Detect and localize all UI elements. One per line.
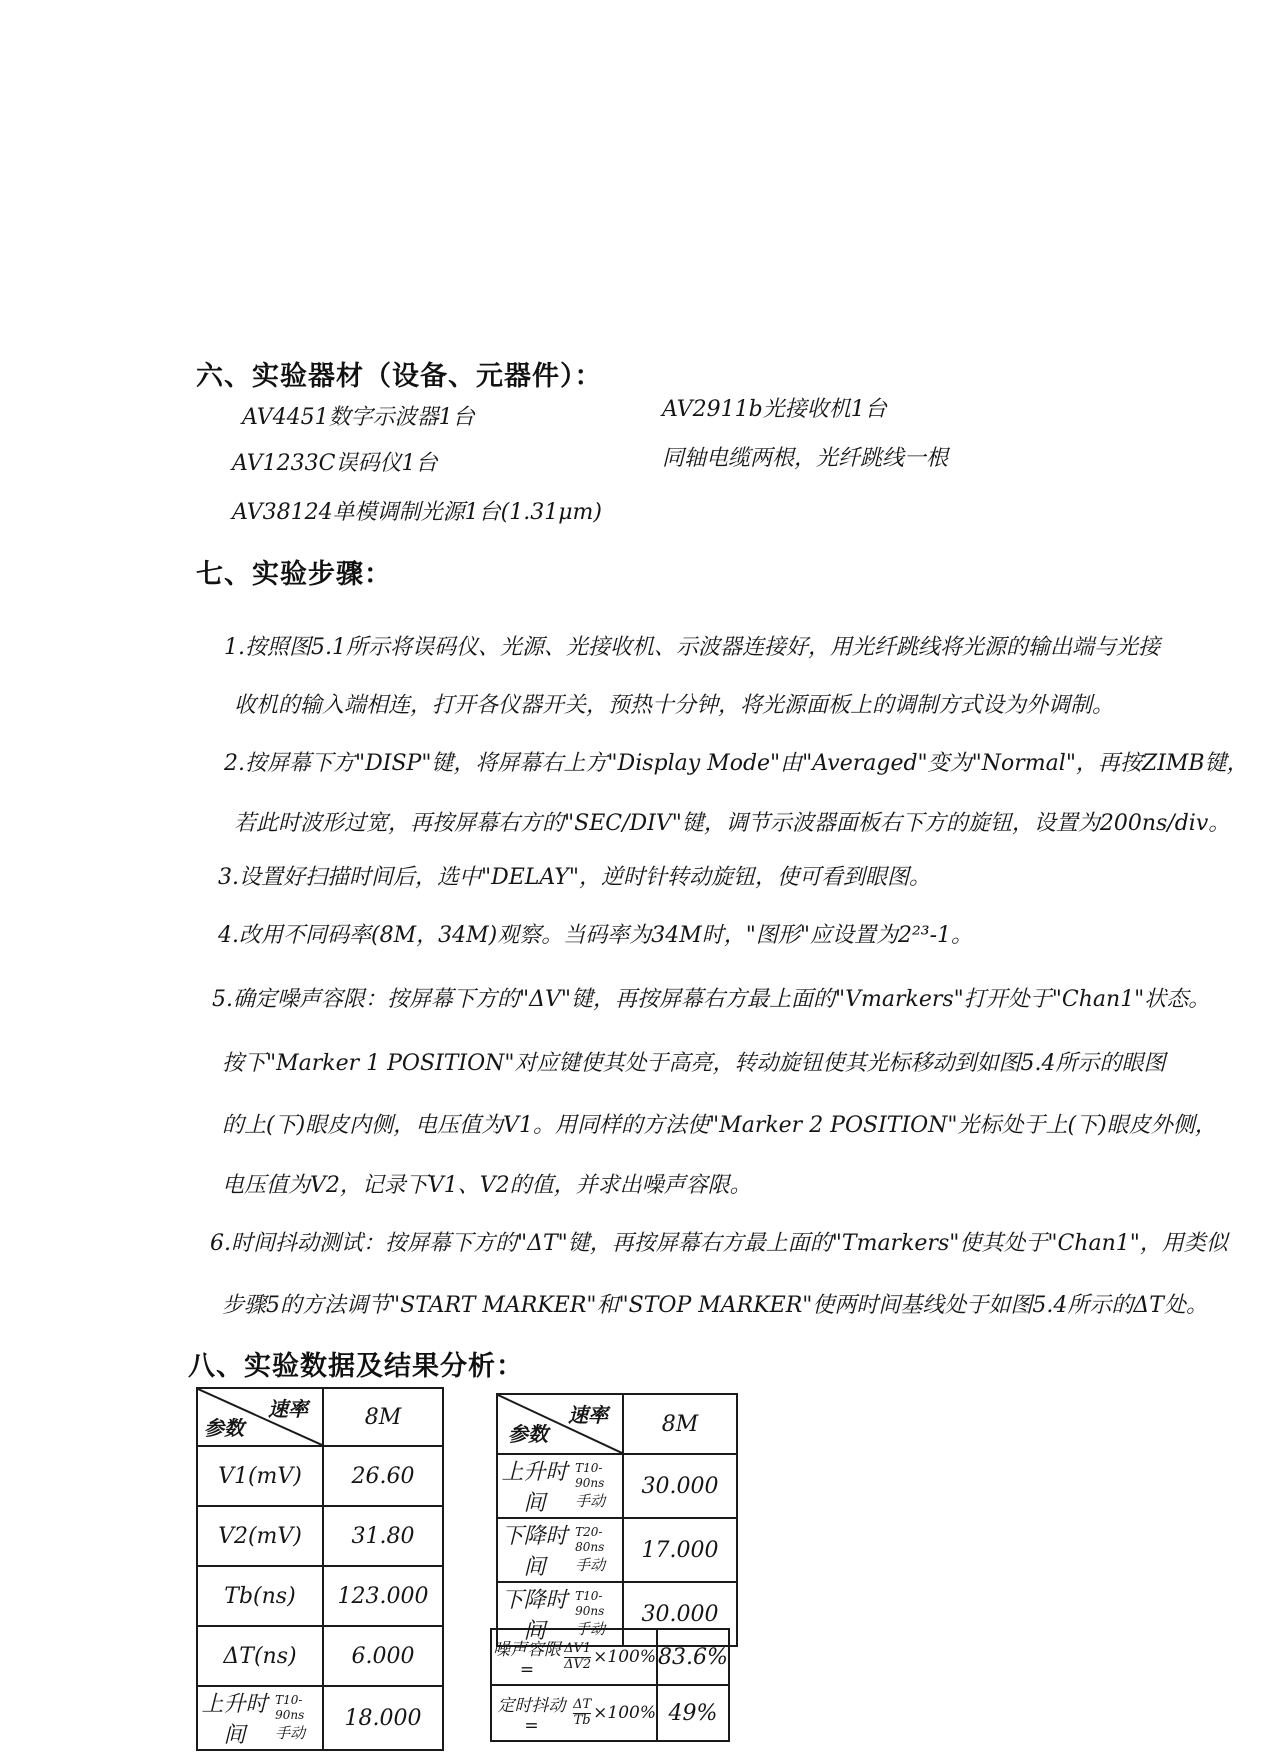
table1-row-value: 31.80 bbox=[323, 1506, 443, 1566]
table2-row-label: 下降时间 bbox=[501, 1588, 568, 1644]
table2-corner-bottom: 参数 bbox=[508, 1422, 548, 1446]
table2-row-label: 上升时间 bbox=[501, 1460, 568, 1516]
equipment-item: AV2911b光接收机1台 bbox=[662, 397, 887, 422]
step-1-line-2: 收机的输入端相连，打开各仪器开关，预热十分钟，将光源面板上的调制方式设为外调制。 bbox=[234, 693, 1115, 718]
formula-denominator: ΔV2 bbox=[564, 1656, 592, 1672]
table2-corner-top: 速率 bbox=[568, 1403, 608, 1427]
table2-row-value: 30.000 bbox=[623, 1582, 737, 1646]
table1-row-label: 上升时间 bbox=[201, 1692, 268, 1748]
equipment-item: AV38124单模调制光源1台(1.31μm) bbox=[232, 500, 602, 525]
formula-denominator: Tb bbox=[573, 1712, 591, 1728]
equipment-item: AV4451数字示波器1台 bbox=[242, 405, 475, 430]
data-table-2 bbox=[496, 1393, 738, 1647]
table2-row-value: 17.000 bbox=[623, 1518, 737, 1582]
table1-row-value: 18.000 bbox=[323, 1686, 443, 1750]
table1-row-label: V1(mV) bbox=[197, 1446, 323, 1506]
formula-label-cell bbox=[491, 1629, 657, 1685]
table1-row-label: Tb(ns) bbox=[197, 1566, 323, 1626]
section8-heading: 八、实验数据及结果分析： bbox=[188, 1351, 524, 1382]
table1-row-value: 123.000 bbox=[323, 1566, 443, 1626]
table2-row-note-top: T10-90ns bbox=[575, 1460, 605, 1491]
step-3-line-1: 3.设置好扫描时间后，选中"DELAY"，逆时针转动旋钮，使可看到眼图。 bbox=[218, 865, 932, 890]
step-2-line-2: 若此时波形过宽，再按屏幕右方的"SEC/DIV"键，调节示波器面板右下方的旋钮，设置为200ns/div。 bbox=[234, 811, 1231, 836]
formula-numerator: ΔT bbox=[573, 1697, 592, 1713]
table1-row-note-top: T10-90ns bbox=[275, 1692, 305, 1723]
table1-row-note-bottom: 手动 bbox=[275, 1723, 306, 1742]
section6-heading: 六、实验器材（设备、元器件）： bbox=[196, 361, 603, 392]
table2-row-note-bottom: 手动 bbox=[575, 1619, 606, 1638]
formula-value: 49% bbox=[657, 1685, 729, 1741]
table1-row-value: 26.60 bbox=[323, 1446, 443, 1506]
step-5-line-4: 电压值为V2，记录下V1、V2的值，并求出噪声容限。 bbox=[222, 1173, 752, 1198]
formula-label: 定时抖动= bbox=[497, 1695, 566, 1736]
table1-column-header: 8M bbox=[323, 1388, 443, 1446]
table2-row-note-bottom: 手动 bbox=[575, 1491, 606, 1510]
step-5-line-3: 的上(下)眼皮内侧，电压值为V1。用同样的方法使"Marker 2 POSITION"光标处于上(下)眼皮外侧， bbox=[222, 1113, 1217, 1138]
table2-row-note-bottom: 手动 bbox=[575, 1555, 606, 1574]
step-6-line-2: 步骤5的方法调节"START MARKER"和"STOP MARKER"使两时间基线处于如图5.4所示的ΔT处。 bbox=[222, 1293, 1208, 1318]
data-table-1 bbox=[196, 1387, 444, 1751]
table1-corner-top: 速率 bbox=[268, 1397, 308, 1421]
step-5-line-2: 按下"Marker 1 POSITION"对应键使其处于高亮，转动旋钮使其光标移动到如图5.4所示的眼图 bbox=[222, 1051, 1166, 1076]
table2-row-label-cell bbox=[497, 1454, 623, 1518]
table2-row-note-top: T10-90ns bbox=[575, 1588, 605, 1619]
table2-row-note-top: T20-80ns bbox=[575, 1524, 605, 1555]
table2-column-header: 8M bbox=[623, 1394, 737, 1454]
step-5-line-1: 5.确定噪声容限：按屏幕下方的"ΔV"键，再按屏幕右方最上面的"Vmarkers"打开处于"Chan1"状态。 bbox=[212, 987, 1211, 1012]
table2-row-label: 下降时间 bbox=[501, 1524, 568, 1580]
table1-corner-cell bbox=[197, 1388, 323, 1446]
step-2-line-1: 2.按屏幕下方"DISP"键，将屏幕右上方"Display Mode"由"Averaged"变为"Normal"，再按ZIMB键， bbox=[224, 751, 1249, 776]
table1-row-value: 6.000 bbox=[323, 1626, 443, 1686]
step-6-line-1: 6.时间抖动测试：按屏幕下方的"ΔT"键，再按屏幕右方最上面的"Tmarkers"使其处于"Chan1"，用类似 bbox=[210, 1231, 1228, 1256]
formula-numerator: ΔV1 bbox=[564, 1641, 592, 1657]
table1-corner-bottom: 参数 bbox=[204, 1416, 244, 1440]
formula-tail: ×100% bbox=[593, 1647, 656, 1667]
formula-label: 噪声容限= bbox=[493, 1639, 562, 1680]
formula-tail: ×100% bbox=[593, 1703, 656, 1723]
table1-row-label-cell bbox=[197, 1686, 323, 1750]
step-1-line-1: 1.按照图5.1所示将误码仪、光源、光接收机、示波器连接好，用光纤跳线将光源的输出端与光接 bbox=[224, 635, 1160, 660]
table2-row-label-cell bbox=[497, 1518, 623, 1582]
table2-row-value: 30.000 bbox=[623, 1454, 737, 1518]
formula-label-cell bbox=[491, 1685, 657, 1741]
table2-corner-cell bbox=[497, 1394, 623, 1454]
formula-value: 83.6% bbox=[657, 1629, 729, 1685]
data-table-2-formulas bbox=[490, 1628, 730, 1742]
equipment-item: 同轴电缆两根，光纤跳线一根 bbox=[662, 446, 949, 471]
step-4-line-1: 4.改用不同码率(8M，34M)观察。当码率为34M时，"图形"应设置为2²³-1。 bbox=[218, 923, 974, 948]
section7-heading: 七、实验步骤： bbox=[196, 559, 392, 590]
table1-row-label: V2(mV) bbox=[197, 1506, 323, 1566]
table1-row-label: ΔT(ns) bbox=[197, 1626, 323, 1686]
equipment-item: AV1233C误码仪1台 bbox=[232, 451, 438, 476]
